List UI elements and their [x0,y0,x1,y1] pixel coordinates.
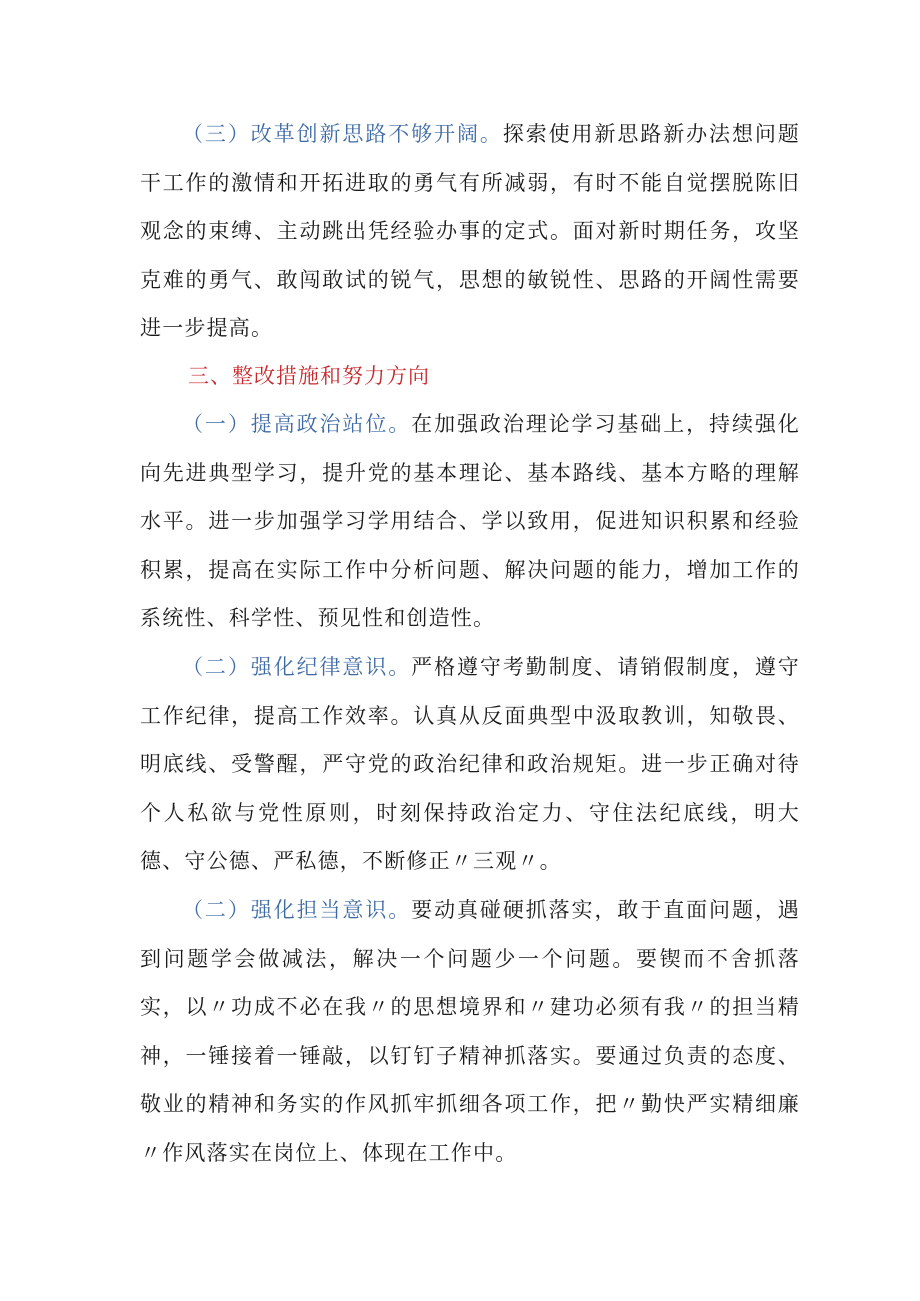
paragraph-heading: （一）提高政治站位。 [182,412,412,436]
paragraph-body: 探索使用新思路新办法想问题干工作的激情和开拓进取的勇气有所减弱，有时不能自觉摆脱陈旧观念的束缚、主动跳出凭经验办事的定式。面对新时期任务，攻坚克难的勇气、敢闯敢试的锐气，思想的敏锐性、思路的开阔性需要进一步提高。 [140,122,800,340]
paragraph-body: 要动真碰硬抓落实，敢于直面问题，遇到问题学会做减法，解决一个问题少一个问题。要锲而不舍抓落实，以〃功成不必在我〃的思想境界和〃建功必须有我〃的担当精神，一锤接着一锤敲，以钉钉子精神抓落实。要通过负责的态度、敬业的精神和务实的作风抓牢抓细各项工作，把〃勤快严实精细廉〃作风落实在岗位上、体现在工作中。 [140,898,800,1165]
paragraph-body: 严格遵守考勤制度、请销假制度，遵守工作纪律，提高工作效率。认真从反面典型中汲取教训，知敬畏、明底线、受警醒，严守党的政治纪律和政治规矩。进一步正确对待个人私欲与党性原则，时刻保持政治定力、守住法纪底线，明大德、守公德、严私德，不断修正〃三观〃。 [140,655,800,873]
paragraph-heading: （三）改革创新思路不够开阔。 [182,122,503,146]
paragraph-body: 在加强政治理论学习基础上，持续强化向先进典型学习，提升党的基本理论、基本路线、基本方略的理解水平。进一步加强学习学用结合、学以致用，促进知识积累和经验积累，提高在实际工作中分析问题、解决问题的能力，增加工作的系统性、科学性、预见性和创造性。 [140,412,800,630]
section-heading: 三、整改措施和努力方向 [188,364,430,388]
paragraph-political-stance [140,400,800,643]
paragraph-heading: （二）强化担当意识。 [182,898,412,922]
paragraph-discipline [140,643,800,886]
paragraph-responsibility [140,886,800,1177]
paragraph-heading: （二）强化纪律意识。 [182,655,412,679]
paragraph-reform-innovation [140,110,800,353]
